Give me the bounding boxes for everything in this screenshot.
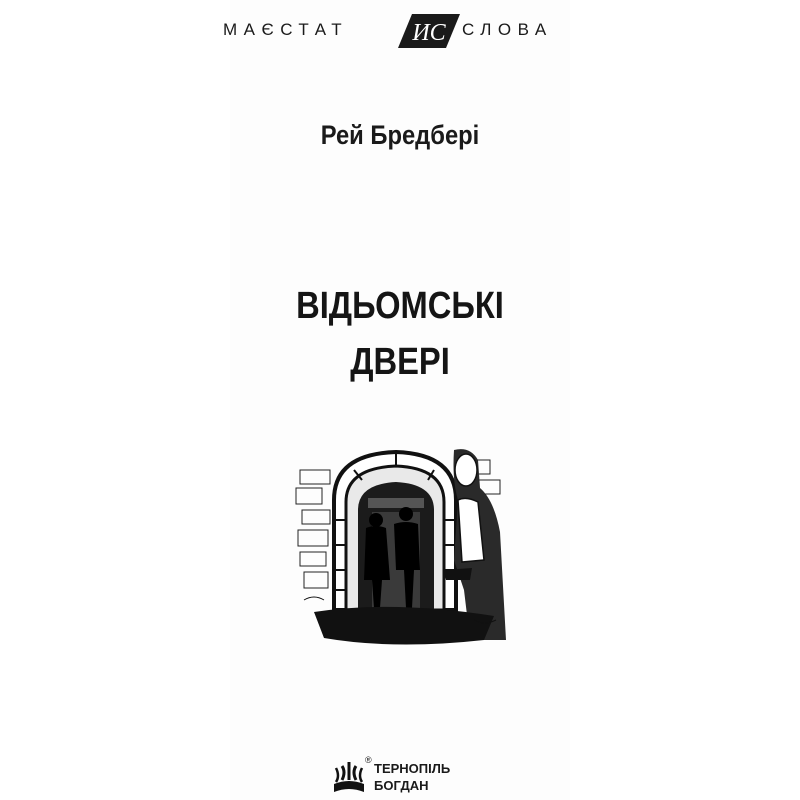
- publisher-name: [374, 760, 450, 794]
- publisher-city: ТЕРНОПІЛЬ: [374, 761, 451, 776]
- author-name: Рей Бредбері: [320, 120, 480, 150]
- book-title-line-1: ВІДЬОМСЬКІ: [296, 285, 504, 327]
- series-logo-icon: [398, 14, 460, 48]
- publisher-block: [332, 755, 492, 798]
- publisher-brand: БОГДАН: [374, 778, 429, 793]
- book-title: [56, 278, 744, 390]
- series-header: [0, 14, 800, 48]
- book-title-line-2: ДВЕРІ: [350, 341, 450, 383]
- registered-mark: ®: [365, 755, 372, 765]
- doorway-figures-illustration: [294, 440, 508, 650]
- series-name-right: СЛОВА: [462, 20, 553, 39]
- series-name-left: МАЄСТАТ: [223, 20, 349, 39]
- series-logo-text: ИС: [412, 20, 446, 46]
- book-logo-icon: [332, 758, 366, 794]
